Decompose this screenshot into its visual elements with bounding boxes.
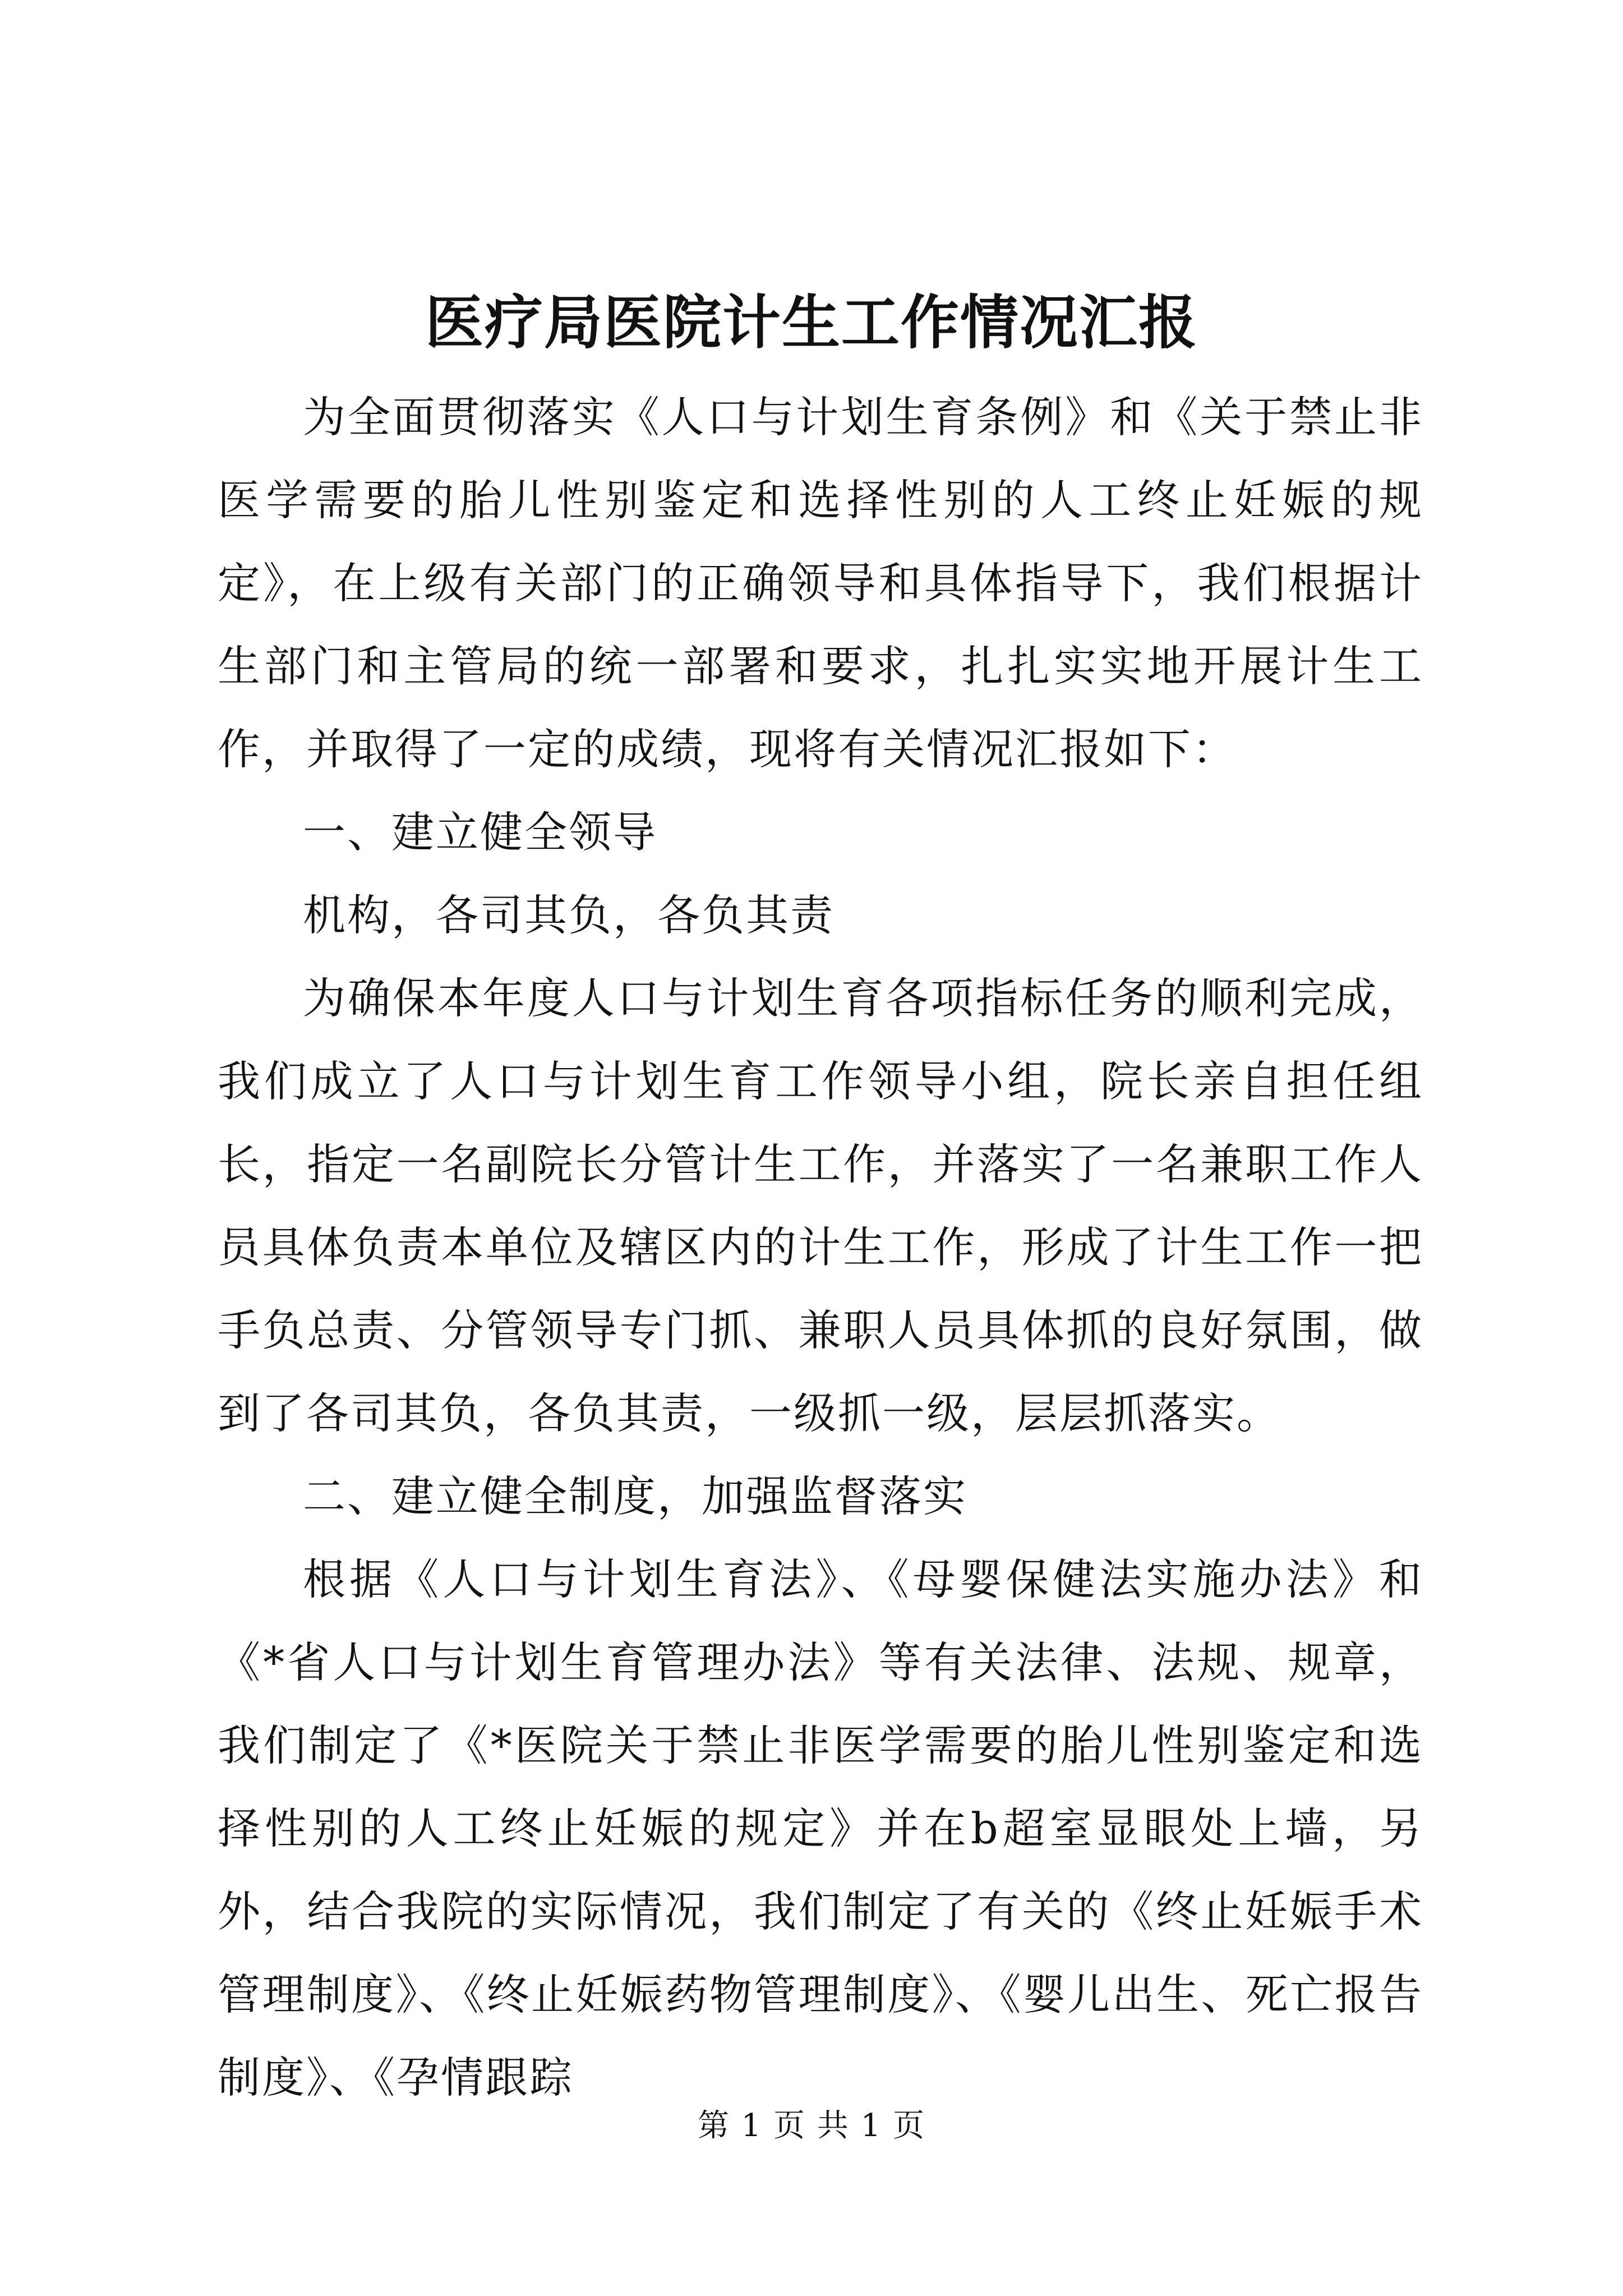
document-title: 医疗局医院计生工作情况汇报: [425, 288, 1198, 357]
page-footer: 第 1 页 共 1 页: [697, 2108, 926, 2144]
heading-section-2: 二、建立健全制度，加强监督落实: [303, 1471, 967, 1521]
paragraph-section-1-subtitle: 机构，各司其负，各负其责: [303, 890, 834, 940]
heading-section-1: 一、建立健全领导: [303, 807, 657, 857]
paragraph-section-2-body: 根据《人口与计划生育法》、《母婴保健法实施办法》和《*省人口与计划生育管理办法》等有关法律、法规、规章，我们制定了《*医院关于禁止非医学需要的胎儿性别鉴定和选择性别的人工终止妊娠的规定》并在b超室显眼处上墙，另外，结合我院的实际情况，我们制定了有关的《终止妊娠手术管理制度》、《终止妊娠药物管理制度》、《婴儿出生、死亡报告制度》、《孕情跟踪: [218, 1554, 1423, 2102]
paragraph-section-1-body: 为确保本年度人口与计划生育各项指标任务的顺利完成，我们成立了人口与计划生育工作领导小组，院长亲自担任组长，指定一名副院长分管计生工作，并落实了一名兼职工作人员具体负责本单位及辖区内的计生工作，形成了计生工作一把手负总责、分管领导专门抓、兼职人员具体抓的良好氛围，做到了各司其负，各负其责，一级抓一级，层层抓落实。: [218, 973, 1423, 1438]
paragraph-intro: 为全面贯彻落实《人口与计划生育条例》和《关于禁止非医学需要的胎儿性别鉴定和选择性别的人工终止妊娠的规定》，在上级有关部门的正确领导和具体指导下，我们根据计生部门和主管局的统一部署和要求，扎扎实实地开展计生工作，并取得了一定的成绩，现将有关情况汇报如下：: [218, 392, 1423, 774]
document-body: [218, 376, 1423, 2119]
